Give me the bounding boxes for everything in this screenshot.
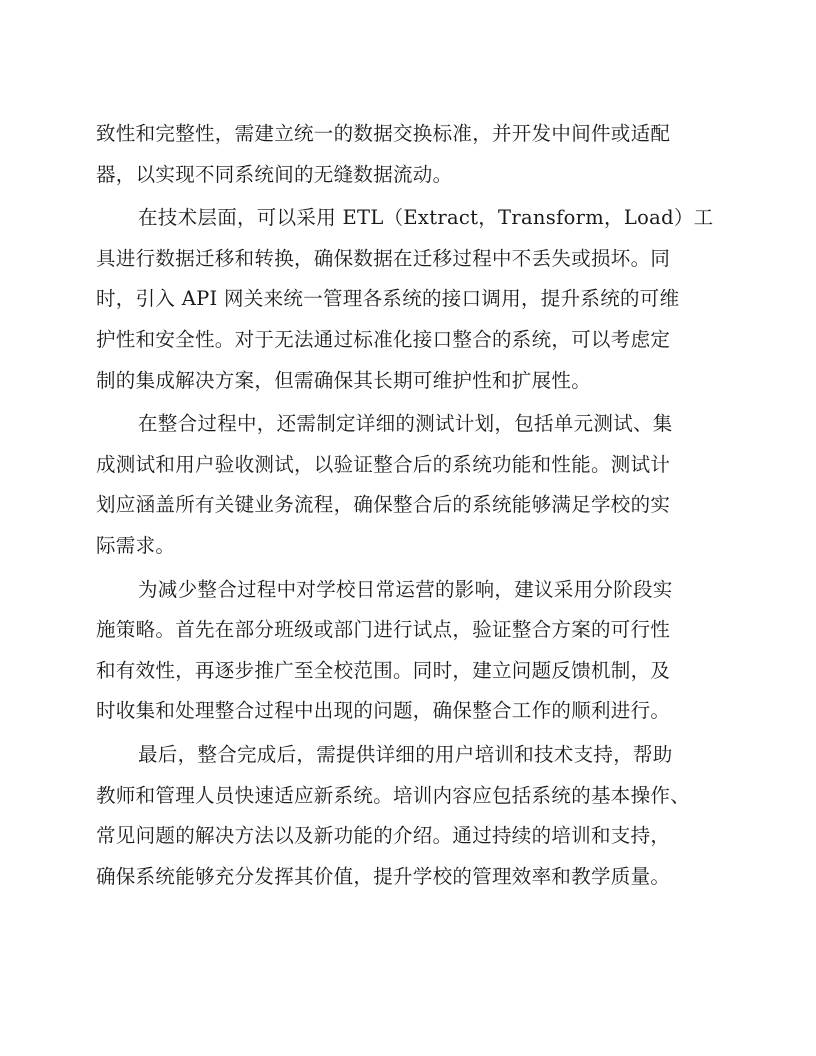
text-line: 成测试和用户验收测试，以验证整合后的系统功能和性能。测试计 bbox=[96, 452, 671, 476]
text-line: 为减少整合过程中对学校日常运营的影响，建议采用分阶段实 bbox=[138, 577, 673, 601]
text-line: 制的集成解决方案，但需确保其长期可维护性和扩展性。 bbox=[96, 368, 592, 392]
text-line: 在整合过程中，还需制定详细的测试计划，包括单元测试、集 bbox=[138, 412, 673, 436]
text-line: 致性和完整性，需建立统一的数据交换标准，并开发中间件或适配 bbox=[96, 122, 671, 145]
text-line: 器，以实现不同系统间的无缝数据流动。 bbox=[96, 162, 453, 186]
text-line: 时收集和处理整合过程中出现的问题，确保整合工作的顺利进行。 bbox=[96, 699, 671, 723]
document-body bbox=[96, 114, 726, 900]
text-line: 具进行数据迁移和转换，确保数据在迁移过程中不丢失或损坏。同 bbox=[96, 246, 671, 270]
paragraph bbox=[96, 114, 726, 195]
paragraph bbox=[96, 570, 726, 732]
text-line: 施策略。首先在部分班级或部门进行试点，验证整合方案的可行性 bbox=[96, 618, 671, 642]
text-line: 教师和管理人员快速适应新系统。培训内容应包括系统的基本操作、 bbox=[96, 783, 691, 807]
paragraph bbox=[96, 735, 726, 897]
paragraph bbox=[96, 404, 726, 566]
text-line: 和有效性，再逐步推广至全校范围。同时，建立问题反馈机制，及 bbox=[96, 658, 671, 682]
text-line: 划应涵盖所有关键业务流程，确保整合后的系统能够满足学校的实 bbox=[96, 493, 671, 517]
text-line: 最后，整合完成后，需提供详细的用户培训和技术支持，帮助 bbox=[138, 742, 673, 766]
text-line: 在技术层面，可以采用 ETL（Extract，Transform，Load）工 bbox=[138, 206, 714, 230]
text-line: 时，引入 API 网关来统一管理各系统的接口调用，提升系统的可维 bbox=[96, 287, 680, 311]
text-line: 常见问题的解决方法以及新功能的介绍。通过持续的培训和支持， bbox=[96, 824, 671, 848]
text-line: 际需求。 bbox=[96, 533, 176, 557]
text-line: 护性和安全性。对于无法通过标准化接口整合的系统，可以考虑定 bbox=[96, 327, 671, 351]
paragraph bbox=[96, 198, 726, 401]
text-line: 确保系统能够充分发挥其价值，提升学校的管理效率和教学质量。 bbox=[96, 864, 671, 888]
